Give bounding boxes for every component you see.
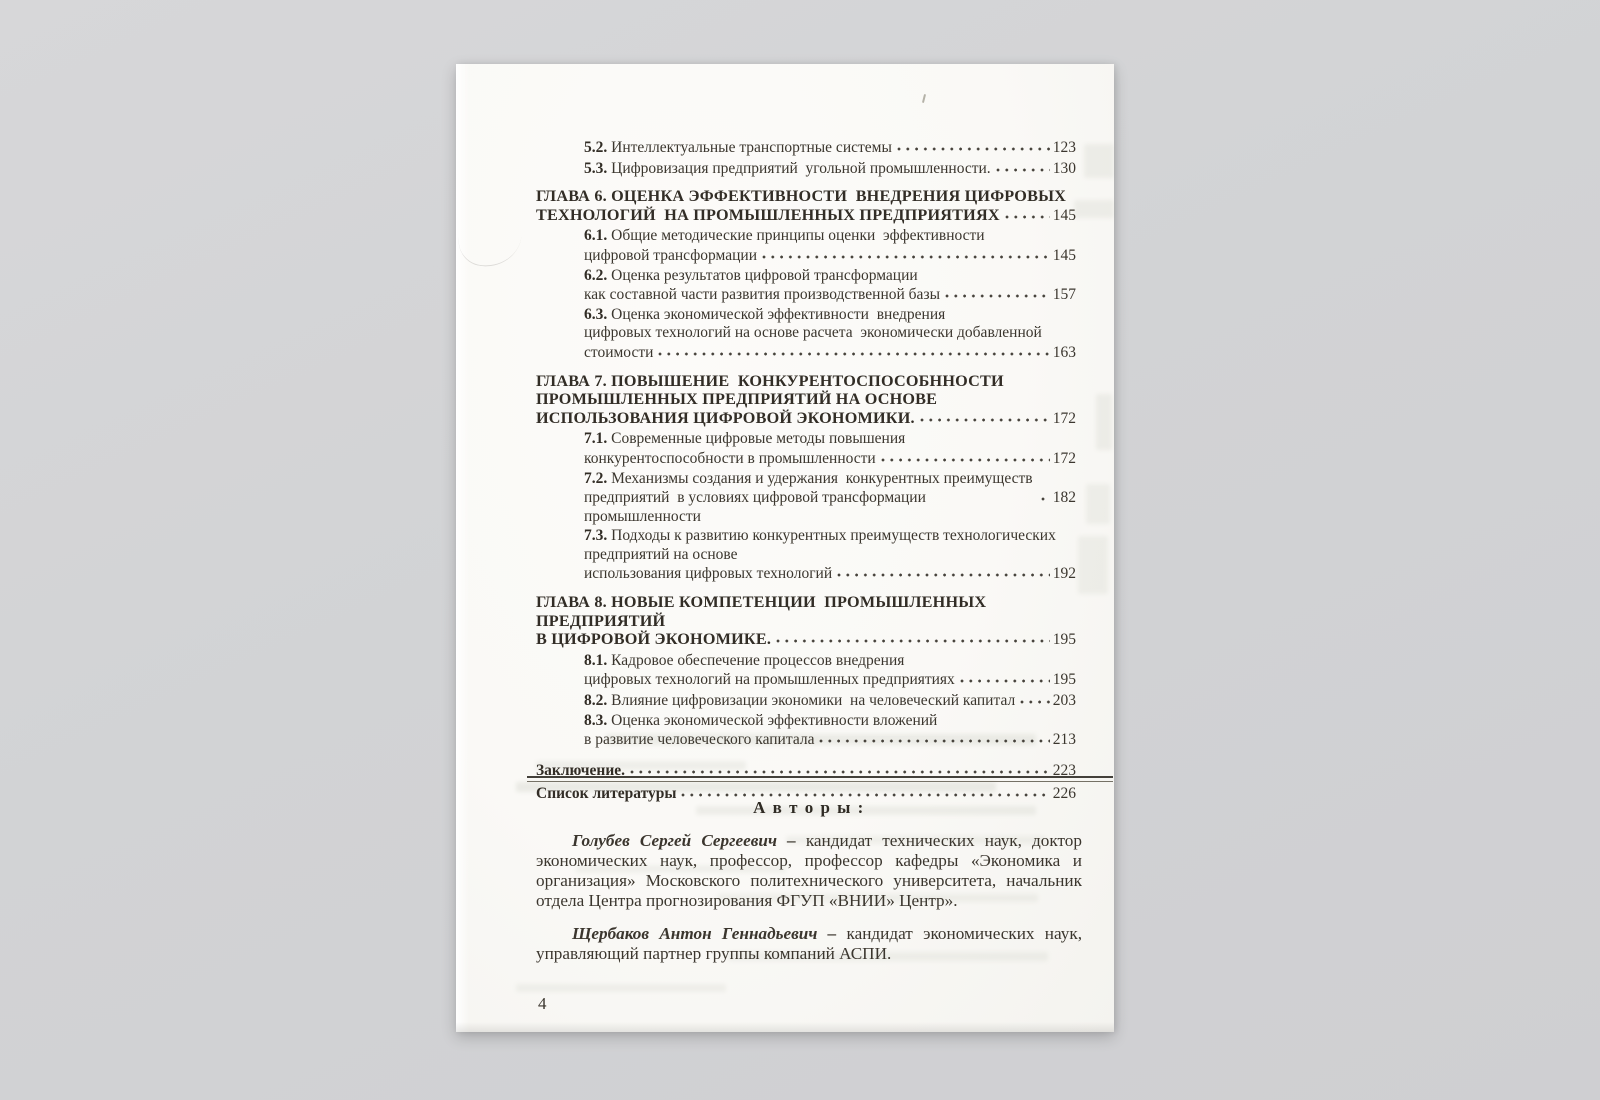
toc-line-text: цифровой трансформации bbox=[584, 246, 757, 264]
toc-item-number: 6.3. bbox=[584, 305, 612, 323]
toc-line-text: 8.3. Оценка экономической эффективности вложений bbox=[584, 711, 938, 729]
toc-page-number: 213 bbox=[1052, 731, 1076, 749]
toc-item-number: 8.2. bbox=[584, 692, 612, 710]
toc-line bbox=[584, 670, 1076, 690]
toc-page-number: 192 bbox=[1052, 565, 1076, 583]
toc-page-number: 130 bbox=[1052, 159, 1076, 177]
toc-line bbox=[584, 449, 1076, 469]
toc-line-text: 6.1. Общие методические принципы оценки эффективности bbox=[584, 227, 985, 245]
toc-line-text: ИСПОЛЬЗОВАНИЯ ЦИФРОВОЙ ЭКОНОМИКИ. bbox=[536, 408, 915, 427]
toc-line-text: Список литературы bbox=[536, 784, 677, 802]
dot-leader bbox=[1019, 691, 1050, 705]
toc-line-text: в развитие человеческого капитала bbox=[584, 731, 815, 749]
dot-leader bbox=[657, 343, 1049, 357]
toc-line bbox=[584, 159, 1076, 179]
toc-line bbox=[584, 527, 1076, 546]
toc-line bbox=[584, 652, 1076, 671]
toc-line-text: В ЦИФРОВОЙ ЭКОНОМИКЕ. bbox=[536, 630, 772, 649]
toc-page-number: 157 bbox=[1052, 286, 1076, 304]
toc-page-number: 223 bbox=[1052, 761, 1076, 779]
toc-page-number: 123 bbox=[1052, 139, 1076, 156]
toc-page-number: 195 bbox=[1052, 671, 1076, 689]
author-paragraph: Голубев Сергей Сергеевич – кандидат технических наук, доктор экономических наук, профессор, профессор кафедры «Экономика и организация» Московского политехнического университета, начальник отдела Центра прогнозирования ФГУП «ВНИИ» Центр». bbox=[536, 831, 1082, 910]
toc-page-number: 182 bbox=[1052, 489, 1076, 507]
toc-item bbox=[584, 712, 1076, 750]
scan-speck-artifact bbox=[922, 94, 926, 103]
dot-leader bbox=[919, 409, 1050, 423]
toc-item-number: 5.2. bbox=[584, 139, 612, 156]
toc-page-number: 172 bbox=[1052, 449, 1076, 467]
toc-line bbox=[536, 206, 1076, 226]
toc-line-text: предприятий на основе bbox=[584, 545, 738, 563]
authors-section bbox=[536, 798, 1082, 977]
dot-leader bbox=[880, 449, 1050, 463]
dot-leader bbox=[775, 630, 1050, 644]
toc-line-text: Заключение. bbox=[536, 761, 626, 779]
authors-paragraphs bbox=[536, 831, 1082, 964]
toc-chapter bbox=[536, 593, 1076, 650]
toc-item bbox=[584, 691, 1076, 711]
book-page bbox=[456, 64, 1114, 1032]
toc-line-text: 8.2. Влияние цифровизации экономики на человеческий капитал bbox=[584, 692, 1016, 710]
toc-item bbox=[584, 430, 1076, 468]
author-paragraph: Щербаков Антон Геннадьевич – кандидат экономических наук, управляющий партнер группы компаний АСПИ. bbox=[536, 924, 1082, 963]
toc-line bbox=[536, 630, 1076, 650]
toc-line bbox=[584, 324, 1076, 343]
dot-leader bbox=[836, 564, 1050, 578]
toc-item-number: 7.2. bbox=[584, 469, 612, 487]
toc-line bbox=[584, 430, 1076, 449]
toc-line bbox=[536, 593, 1076, 630]
page-number: 4 bbox=[538, 994, 547, 1013]
toc-line-text: использования цифровых технологий bbox=[584, 565, 833, 583]
toc-line bbox=[536, 409, 1076, 429]
toc-line bbox=[584, 138, 1076, 158]
toc-line-text: 7.3. Подходы к развитию конкурентных преимуществ технологических bbox=[584, 527, 1056, 545]
toc-line bbox=[536, 390, 1076, 409]
toc-item-number: 5.3. bbox=[584, 159, 612, 177]
dot-leader bbox=[761, 246, 1050, 260]
toc-line-text: цифровых технологий на основе расчета экономически добавленной bbox=[584, 324, 1042, 342]
toc-item bbox=[584, 470, 1076, 527]
double-rule-divider bbox=[527, 776, 1113, 782]
toc-item bbox=[584, 227, 1076, 265]
toc-item bbox=[584, 159, 1076, 179]
toc-item bbox=[584, 527, 1076, 584]
toc-line-text: ПРОМЫШЛЕННЫХ ПРЕДПРИЯТИЙ НА ОСНОВЕ bbox=[536, 390, 938, 409]
toc-line-text: цифровых технологий на промышленных предприятиях bbox=[584, 671, 955, 689]
toc-chapter bbox=[536, 372, 1076, 429]
toc-line-text: предприятий в условиях цифровой трансформации промышленности bbox=[584, 489, 930, 525]
author-name: Щербаков Антон Геннадьевич – bbox=[572, 924, 837, 943]
dot-leader bbox=[1004, 206, 1050, 220]
toc-line bbox=[584, 712, 1076, 731]
toc-page-number: 163 bbox=[1052, 343, 1076, 361]
toc-line-text: 6.3. Оценка экономической эффективности внедрения bbox=[584, 305, 946, 323]
toc-line-text: ГЛАВА 6. ОЦЕНКА ЭФФЕКТИВНОСТИ ВНЕДРЕНИЯ ЦИФРОВЫХ bbox=[536, 187, 1067, 206]
bleed-through-mark bbox=[1074, 200, 1114, 218]
toc-line bbox=[584, 730, 1076, 750]
toc-page-number: 226 bbox=[1052, 784, 1076, 802]
toc-line-text: 7.2. Механизмы создания и удержания конкурентных преимуществ bbox=[584, 469, 1033, 487]
toc-page-number: 203 bbox=[1052, 692, 1076, 710]
toc-line-text: ГЛАВА 7. ПОВЫШЕНИЕ КОНКУРЕНТОСПОСОБННОСТИ bbox=[536, 371, 1004, 390]
toc-line-text: 6.2. Оценка результатов цифровой трансформации bbox=[584, 266, 918, 284]
toc-item-number: 7.1. bbox=[584, 430, 612, 448]
toc-line bbox=[584, 306, 1076, 325]
dot-leader bbox=[896, 138, 1050, 152]
toc-item-number: 8.1. bbox=[584, 651, 612, 669]
bleed-through-mark bbox=[1084, 144, 1114, 178]
toc-line-text: стоимости bbox=[584, 343, 654, 361]
toc-line bbox=[584, 470, 1076, 489]
toc-item bbox=[584, 138, 1076, 158]
toc-line bbox=[536, 187, 1076, 206]
dot-leader bbox=[680, 784, 1049, 798]
table-of-contents bbox=[536, 137, 1076, 804]
bleed-through-mark bbox=[1086, 484, 1110, 524]
dot-leader bbox=[995, 159, 1050, 173]
toc-line-text: как составной части развития производственной базы bbox=[584, 286, 940, 304]
author-name: Голубев Сергей Сергеевич – bbox=[572, 831, 796, 850]
toc-item bbox=[584, 267, 1076, 305]
bleed-through-mark bbox=[1096, 394, 1112, 450]
toc-line bbox=[584, 488, 1076, 526]
toc-page-number: 195 bbox=[1052, 631, 1076, 649]
dot-leader bbox=[1040, 488, 1050, 502]
toc-line-text: 5.2. Интеллектуальные транспортные системы bbox=[584, 139, 892, 156]
toc-item-number: 8.3. bbox=[584, 711, 612, 729]
toc-page-number: 172 bbox=[1052, 409, 1076, 427]
toc-page-number: 145 bbox=[1052, 246, 1076, 264]
authors-heading: А в т о р ы : bbox=[753, 798, 865, 817]
toc-item-number: 6.1. bbox=[584, 227, 612, 245]
toc-line-text: 7.1. Современные цифровые методы повышения bbox=[584, 430, 906, 448]
toc-line-text: ТЕХНОЛОГИЙ НА ПРОМЫШЛЕННЫХ ПРЕДПРИЯТИЯХ bbox=[536, 205, 1000, 224]
toc-line-text: конкурентоспособности в промышленности bbox=[584, 449, 876, 467]
bleed-through-mark bbox=[516, 984, 726, 992]
toc-item-number: 7.3. bbox=[584, 527, 612, 545]
toc-line bbox=[584, 343, 1076, 363]
toc-line bbox=[536, 372, 1076, 391]
toc-line bbox=[584, 546, 1076, 565]
dot-leader bbox=[629, 761, 1050, 775]
toc-item-number: 6.2. bbox=[584, 266, 612, 284]
dot-leader bbox=[818, 730, 1049, 744]
toc-chapter bbox=[536, 187, 1076, 225]
toc-line bbox=[584, 691, 1076, 711]
dot-leader bbox=[959, 670, 1050, 684]
toc-line bbox=[584, 267, 1076, 286]
toc-item bbox=[584, 652, 1076, 690]
dot-leader bbox=[944, 285, 1050, 299]
toc-line-text: 5.3. Цифровизация предприятий угольной промышленности. bbox=[584, 159, 991, 177]
toc-line bbox=[584, 564, 1076, 584]
toc-line bbox=[584, 246, 1076, 266]
bleed-through-mark bbox=[1078, 536, 1108, 594]
toc-line-text: ГЛАВА 8. НОВЫЕ КОМПЕТЕНЦИИ ПРОМЫШЛЕННЫХ ПРЕДПРИЯТИЙ bbox=[536, 593, 991, 630]
toc-line-text: 8.1. Кадровое обеспечение процессов внедрения bbox=[584, 651, 905, 669]
toc-item bbox=[584, 306, 1076, 363]
page-crease-artifact bbox=[455, 220, 522, 271]
toc-line bbox=[584, 285, 1076, 305]
toc-line bbox=[584, 227, 1076, 246]
toc-page-number: 145 bbox=[1052, 206, 1076, 224]
